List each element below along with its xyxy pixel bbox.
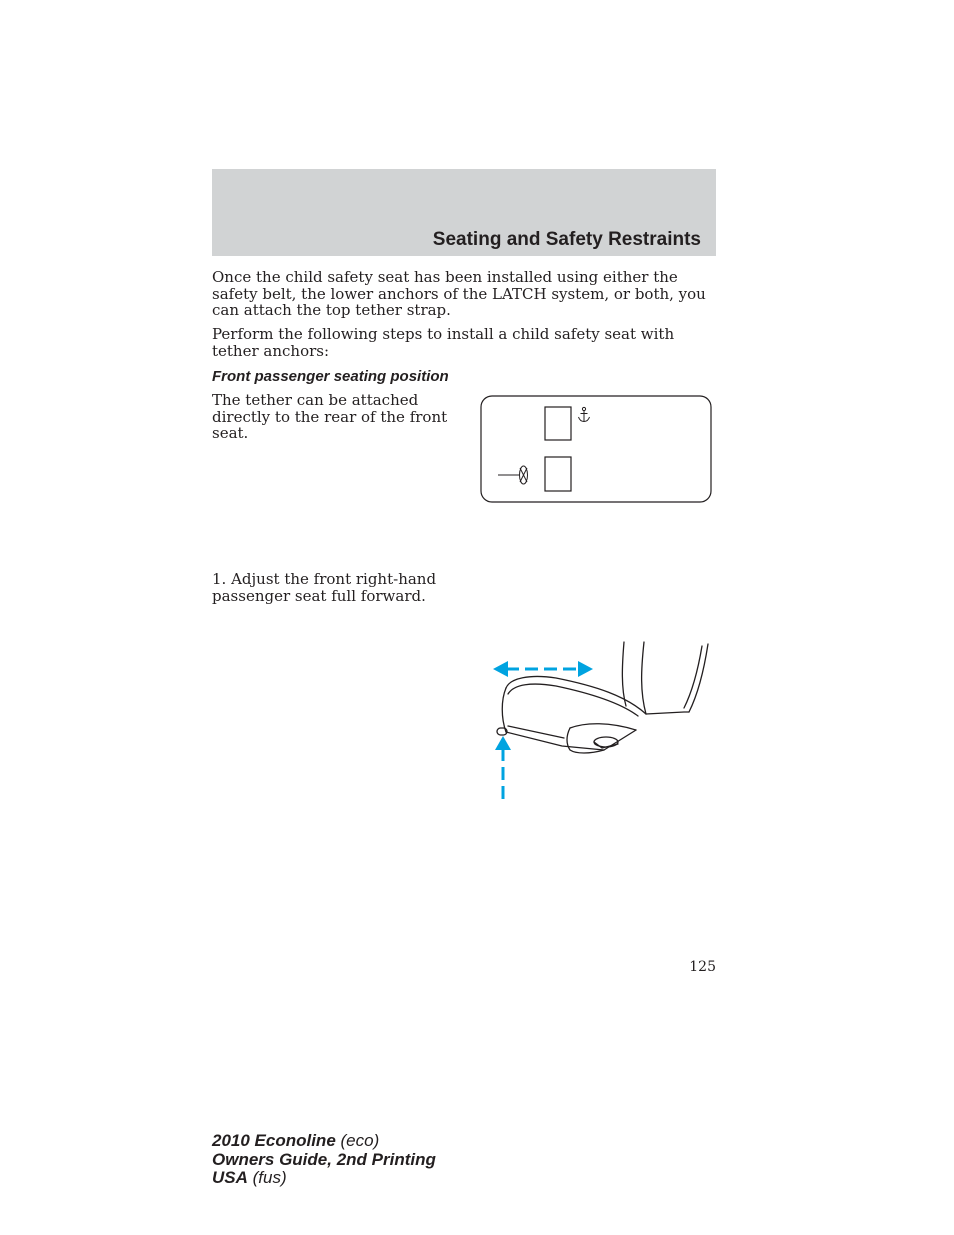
intro-paragraph-1: Once the child safety seat has been installed using either the safety belt, the lower anchors of the LATCH system, or both, you can attach the top tether strap.: [212, 268, 706, 319]
section-title: Seating and Safety Restraints: [432, 229, 701, 250]
page-number: 125: [689, 959, 716, 975]
lower-seat-panel: [545, 457, 571, 491]
circle-x-icon: [498, 466, 528, 484]
slide-arrows: [493, 661, 593, 801]
footer-line-1: 2010 Econoline (eco): [212, 1131, 380, 1150]
arrow-left-icon: [493, 661, 508, 677]
footer-line-3: USA (fus): [212, 1168, 287, 1187]
seatback-tether-diagram: [478, 394, 714, 506]
seat-adjust-illustration: [486, 636, 716, 806]
step-1-text: 1. Adjust the front right-hand passenger seat full forward.: [212, 570, 437, 605]
upper-seat-panel: [545, 407, 571, 440]
footer-line-2: Owners Guide, 2nd Printing: [212, 1149, 436, 1169]
footer: [212, 1132, 436, 1188]
arrow-right-icon: [578, 661, 593, 677]
arrow-up-icon: [495, 736, 511, 750]
section-heading: Front passenger seating position: [212, 368, 449, 385]
seat-drawing: [497, 642, 708, 753]
tether-paragraph: The tether can be attached directly to the rear of the front seat.: [212, 391, 448, 442]
intro-paragraph-2: Perform the following steps to install a child safety seat with tether anchors:: [212, 325, 675, 360]
section-header-band: [212, 169, 716, 256]
anchor-icon: [579, 407, 590, 421]
